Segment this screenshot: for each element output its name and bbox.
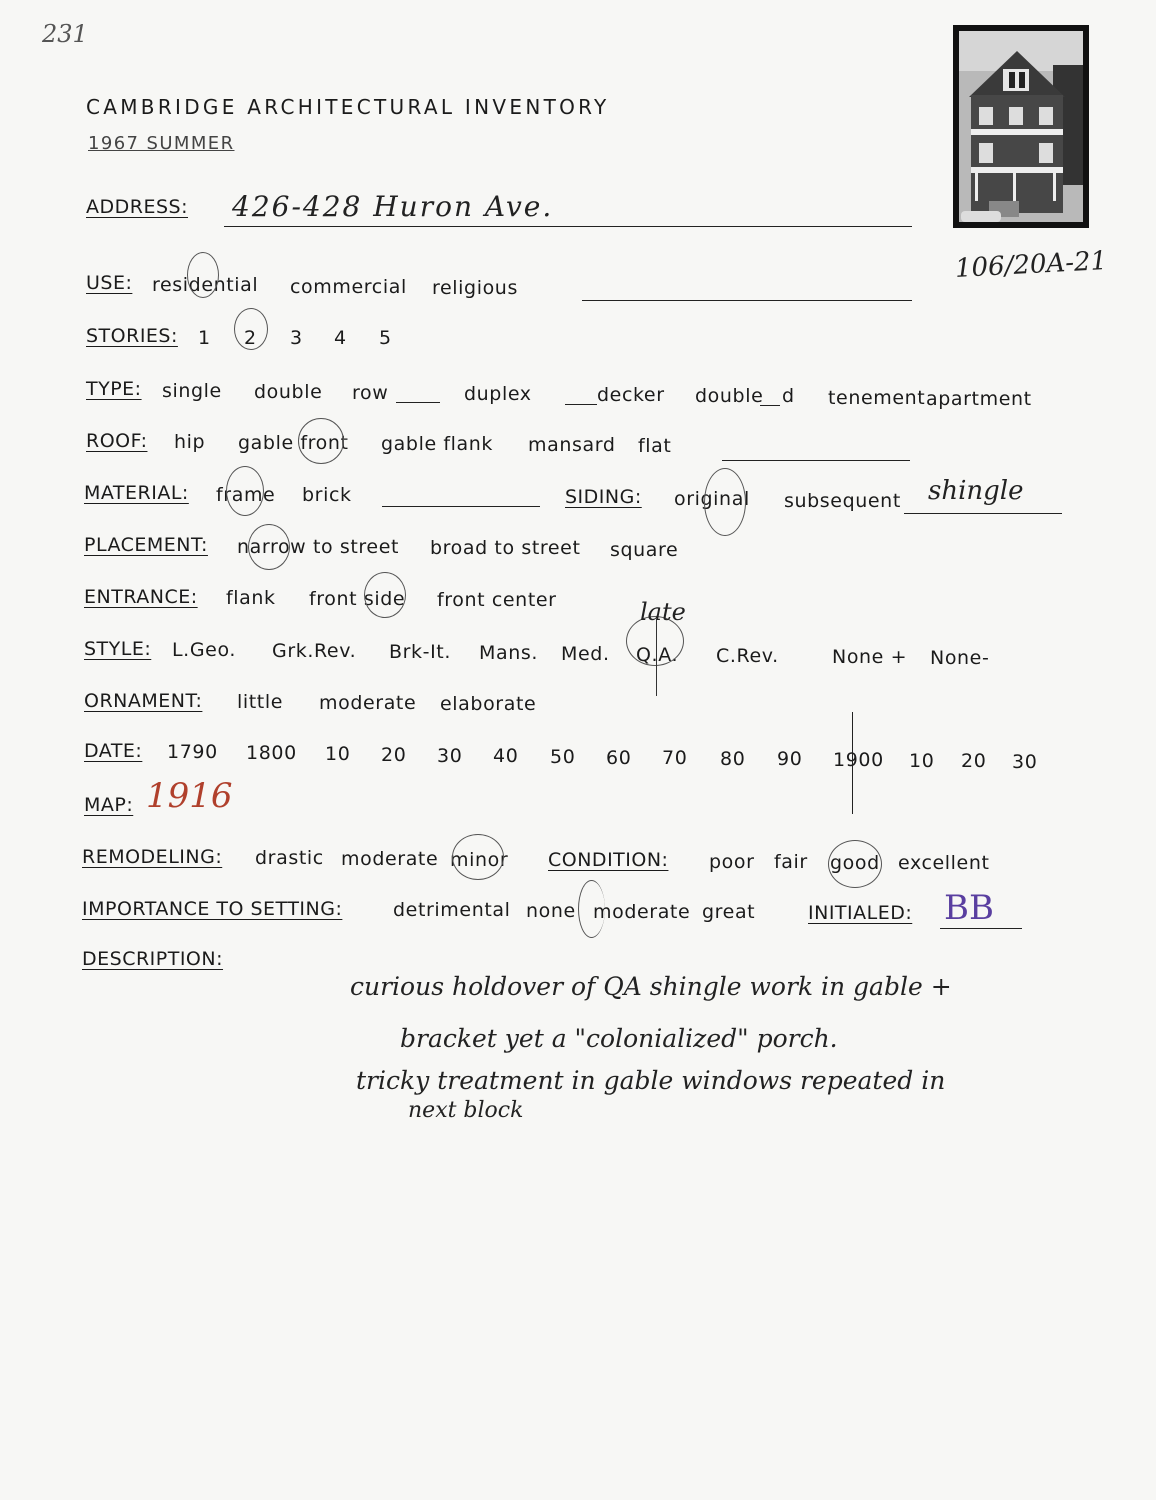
siding-written: shingle: [928, 476, 1024, 506]
material-other-line: [382, 506, 540, 507]
condition-poor[interactable]: poor: [709, 851, 755, 873]
type-d[interactable]: d: [782, 385, 795, 407]
use-selected-circle: [187, 252, 219, 298]
initialed-line: [940, 928, 1022, 929]
remodeling-drastic[interactable]: drastic: [255, 847, 324, 869]
roof-gable-flank[interactable]: gable flank: [381, 433, 494, 455]
style-med[interactable]: Med.: [561, 643, 610, 665]
map-value[interactable]: 1916: [146, 776, 233, 816]
initialed-value[interactable]: BB: [944, 888, 994, 928]
importance-great[interactable]: great: [702, 901, 756, 923]
date-1920[interactable]: 20: [961, 750, 987, 772]
style-note: late: [640, 598, 686, 626]
form-title: CAMBRIDGE ARCHITECTURAL INVENTORY: [86, 95, 610, 119]
material-frame[interactable]: frame: [216, 484, 276, 506]
stories-label: STORIES:: [86, 325, 178, 347]
date-label: DATE:: [84, 740, 143, 762]
stories-1[interactable]: 1: [198, 327, 211, 349]
date-1790[interactable]: 1790: [167, 741, 218, 763]
initialed-label: INITIALED:: [808, 902, 913, 924]
roof-gable-front[interactable]: gable front: [238, 432, 349, 454]
type-row[interactable]: row: [352, 382, 389, 404]
condition-good[interactable]: good: [830, 852, 880, 874]
date-1900[interactable]: 1900: [833, 749, 884, 771]
placement-square[interactable]: square: [610, 539, 679, 561]
type-double-d-line: [760, 405, 780, 406]
style-crev[interactable]: C.Rev.: [716, 645, 779, 667]
siding-subsequent[interactable]: subsequent: [784, 490, 901, 512]
importance-label: IMPORTANCE TO SETTING:: [82, 898, 343, 920]
type-double-d[interactable]: double: [695, 385, 764, 407]
condition-label: CONDITION:: [548, 849, 669, 871]
importance-detrimental[interactable]: detrimental: [393, 899, 511, 921]
type-decker-line: [565, 404, 597, 405]
siding-selected-circle: [704, 468, 746, 536]
siding-other-line: [904, 513, 1062, 514]
type-tenement[interactable]: tenement: [828, 387, 926, 409]
placement-narrow[interactable]: narrow to street: [237, 536, 400, 558]
importance-none[interactable]: none: [526, 900, 576, 922]
survey-year: 1967 SUMMER: [88, 133, 235, 154]
stories-4[interactable]: 4: [334, 327, 347, 349]
roof-mansard[interactable]: mansard: [528, 434, 616, 456]
date-marker-stroke: [852, 712, 853, 814]
use-other-line: [582, 300, 912, 301]
style-qa[interactable]: Q.A.: [636, 644, 679, 666]
style-grkrev[interactable]: Grk.Rev.: [272, 640, 357, 662]
roof-label: ROOF:: [86, 430, 148, 452]
type-double[interactable]: double: [254, 381, 323, 403]
type-apartment[interactable]: apartment: [926, 388, 1032, 410]
page-number: 231: [42, 20, 88, 48]
address-line: [224, 226, 912, 227]
description-label: DESCRIPTION:: [82, 948, 224, 970]
date-10[interactable]: 10: [325, 743, 351, 765]
roof-hip[interactable]: hip: [174, 431, 206, 453]
material-brick[interactable]: brick: [302, 484, 352, 506]
entrance-front-center[interactable]: front center: [437, 589, 557, 611]
use-religious[interactable]: religious: [432, 277, 518, 299]
style-brkit[interactable]: Brk-It.: [389, 641, 451, 663]
type-duplex[interactable]: duplex: [464, 383, 532, 405]
condition-excellent[interactable]: excellent: [898, 852, 990, 874]
roof-selected-circle: [298, 418, 344, 464]
style-none-plus[interactable]: None +: [832, 646, 908, 668]
siding-label: SIDING:: [565, 486, 642, 508]
importance-selected-mark: [578, 880, 605, 938]
ornament-label: ORNAMENT:: [84, 690, 203, 712]
date-1930[interactable]: 30: [1012, 751, 1038, 773]
date-80[interactable]: 80: [720, 748, 746, 770]
building-photo: [953, 25, 1089, 228]
address-value[interactable]: 426-428 Huron Ave.: [232, 190, 554, 223]
description-line-3: tricky treatment in gable windows repeated in: [356, 1066, 946, 1095]
use-label: USE:: [86, 272, 133, 294]
ornament-elaborate[interactable]: elaborate: [440, 693, 537, 715]
ornament-moderate[interactable]: moderate: [319, 692, 417, 714]
placement-broad[interactable]: broad to street: [430, 537, 581, 559]
placement-selected-circle: [248, 524, 290, 570]
type-single[interactable]: single: [162, 380, 222, 402]
map-label: MAP:: [84, 794, 134, 816]
stories-selected-circle: [234, 308, 268, 350]
remodeling-minor[interactable]: minor: [450, 849, 509, 871]
description-line-2: bracket yet a "colonialized" porch.: [400, 1024, 838, 1053]
type-row-line: [396, 402, 440, 403]
condition-fair[interactable]: fair: [774, 851, 808, 873]
use-commercial[interactable]: commercial: [290, 276, 407, 298]
entrance-selected-circle: [364, 572, 406, 618]
house-image: [953, 25, 1089, 228]
use-residential[interactable]: residential: [152, 274, 259, 296]
style-note-stroke: [656, 620, 657, 696]
condition-selected-circle: [828, 840, 882, 888]
address-label: ADDRESS:: [86, 196, 188, 218]
roof-flat[interactable]: flat: [638, 435, 672, 457]
entrance-label: ENTRANCE:: [84, 586, 198, 608]
date-90[interactable]: 90: [777, 748, 803, 770]
importance-moderate[interactable]: moderate: [593, 901, 691, 923]
type-decker[interactable]: decker: [597, 384, 665, 406]
material-label: MATERIAL:: [84, 482, 189, 504]
placement-label: PLACEMENT:: [84, 534, 208, 556]
date-1800[interactable]: 1800: [246, 742, 297, 764]
style-none-minus[interactable]: None-: [930, 647, 990, 669]
remodeling-selected-circle: [452, 834, 504, 880]
style-label: STYLE:: [84, 638, 152, 660]
description-line-4: next block: [408, 1098, 524, 1123]
stories-3[interactable]: 3: [290, 327, 303, 349]
roof-other-line: [722, 460, 910, 461]
stories-5[interactable]: 5: [379, 327, 392, 349]
remodeling-moderate[interactable]: moderate: [341, 848, 439, 870]
siding-original[interactable]: original: [674, 488, 750, 510]
style-lgeo[interactable]: L.Geo.: [172, 639, 236, 661]
date-1910[interactable]: 10: [909, 750, 935, 772]
date-70[interactable]: 70: [662, 747, 688, 769]
date-60[interactable]: 60: [606, 747, 632, 769]
date-30[interactable]: 30: [437, 745, 463, 767]
remodeling-label: REMODELING:: [82, 846, 223, 868]
date-40[interactable]: 40: [493, 745, 519, 767]
date-50[interactable]: 50: [550, 746, 576, 768]
style-mans[interactable]: Mans.: [479, 642, 539, 664]
ornament-little[interactable]: little: [237, 691, 284, 713]
parcel-number: 106/20A-21: [954, 246, 1108, 284]
type-label: TYPE:: [86, 378, 142, 400]
date-20[interactable]: 20: [381, 744, 407, 766]
description-line-1: curious holdover of QA shingle work in gable +: [350, 972, 952, 1001]
material-selected-circle: [226, 466, 264, 516]
stories-2[interactable]: 2: [244, 327, 257, 349]
entrance-front-side[interactable]: front side: [309, 588, 406, 610]
entrance-flank[interactable]: flank: [226, 587, 276, 609]
